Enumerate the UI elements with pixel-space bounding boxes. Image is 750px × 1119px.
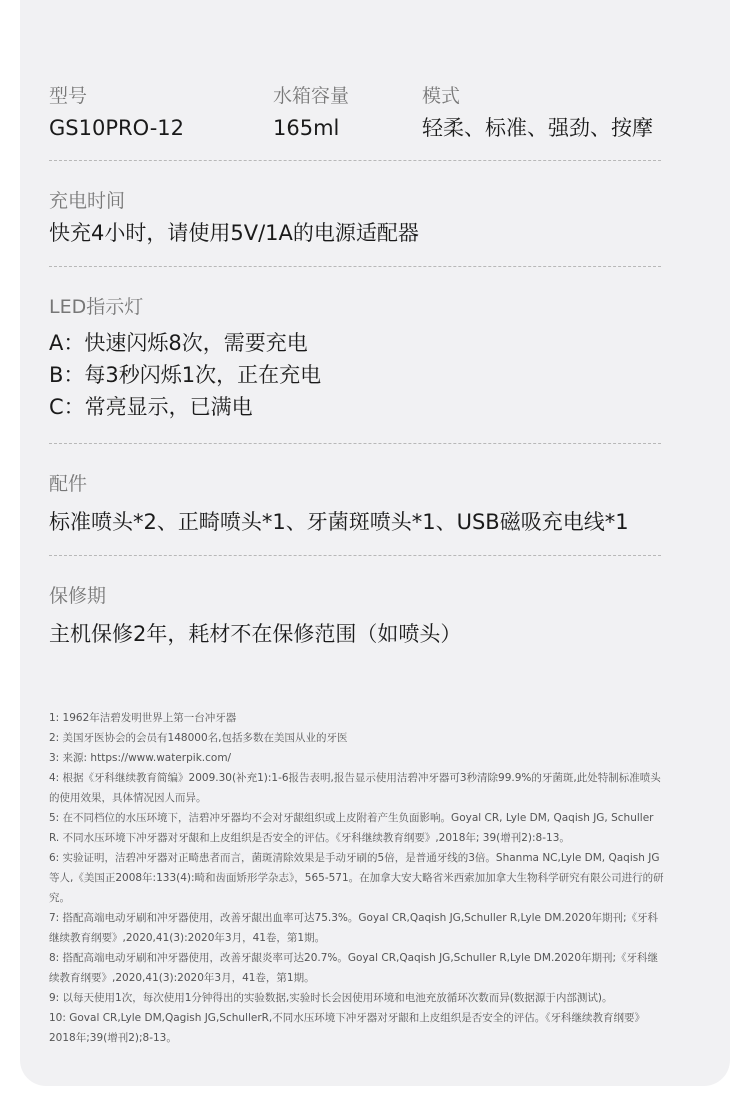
led-label: LED指示灯 xyxy=(49,296,144,318)
warranty-section xyxy=(49,556,661,650)
charge-section xyxy=(49,161,661,266)
model-label: 型号 xyxy=(49,85,88,107)
footnote-item: 8: 搭配高端电动牙刷和冲牙器使用，改善牙龈炎率可达20.7%。Goyal CR,Qaqish JG,Schuller R,Lyle DM.2020年期刊;《牙科继续教育纲要》,2020,41(3):2020年3月，41卷，第1期。 xyxy=(49,952,659,984)
footnote-item: 3: 来源: https://www.waterpik.com/ xyxy=(49,752,232,764)
mode-label: 模式 xyxy=(422,85,461,107)
warranty-label: 保修期 xyxy=(49,585,107,607)
footnote-item: 9: 以每天使用1次，每次使用1分钟得出的实验数据,实验时长会因使用环境和电池充放循环次数而异(数据源于内部测试)。 xyxy=(49,992,613,1004)
footnote-item: 7: 搭配高端电动牙刷和冲牙器使用，改善牙龈出血率可达75.3%。Goyal CR,Qaqish JG,Schuller R,Lyle DM.2020年期刊;《牙科继续教育纲要》,2020,41(3):2020年3月，41卷，第1期。 xyxy=(49,912,659,944)
model-spec xyxy=(49,82,184,144)
charge-value: 快充4小时，请使用5V/1A的电源适配器 xyxy=(49,221,419,245)
warranty-value: 主机保修2年，耗材不在保修范围（如喷头） xyxy=(49,622,462,646)
accessories-value: 标准喷头*2、正畸喷头*1、牙菌斑喷头*1、USB磁吸充电线*1 xyxy=(49,510,629,534)
footnote-item: 2: 美国牙医协会的会员有148000名,包括多数在美国从业的牙医 xyxy=(49,732,348,744)
tank-label: 水箱容量 xyxy=(273,85,350,107)
spec-row-basic xyxy=(49,82,661,160)
accessories-section xyxy=(49,444,661,555)
footnote-item: 1: 1962年洁碧发明世界上第一台冲牙器 xyxy=(49,712,237,724)
footnotes xyxy=(49,708,664,1048)
mode-spec xyxy=(422,82,653,144)
led-line-b: B：每3秒闪烁1次，正在充电 xyxy=(49,363,322,387)
charge-label: 充电时间 xyxy=(49,190,126,212)
footnote-item: 5: 在不同档位的水压环境下，洁碧冲牙器均不会对牙龈组织或上皮附着产生负面影响。Goyal CR, Lyle DM, Qaqish JG, Schuller R. 不同水压环境下冲牙器对牙龈和上皮组织是否安全的评估。《牙科继续教育纲要》,2018年; 39(增刊2):8-13。 xyxy=(49,812,654,844)
tank-value: 165ml xyxy=(273,116,340,140)
mode-value: 轻柔、标准、强劲、按摩 xyxy=(422,116,653,140)
footnote-item: 10: Goval CR,Lyle DM,Qagish JG,SchullerR,不同水压环境下冲牙器对牙龈和上皮组织是否安全的评估。《牙科继续教育纲要》2018年;39(增刊2);8-13。 xyxy=(49,1012,646,1044)
footnote-item: 4: 根据《牙科继续教育简编》2009.30(补充1):1-6报告表明,报告显示使用洁碧冲牙器可3秒清除99.9%的牙菌斑,此处特制标准喷头的使用效果，具体情况因人而异。 xyxy=(49,772,661,804)
model-value: GS10PRO-12 xyxy=(49,116,184,140)
accessories-label: 配件 xyxy=(49,473,88,495)
spec-table xyxy=(49,82,661,650)
led-line-c: C：常亮显示，已满电 xyxy=(49,395,253,419)
led-section xyxy=(49,267,661,443)
tank-spec xyxy=(273,82,349,144)
led-line-a: A：快速闪烁8次，需要充电 xyxy=(49,331,308,355)
footnote-item: 6: 实验证明，洁碧冲牙器对正畸患者而言，菌斑清除效果是手动牙刷的5倍，是普通牙线的3倍。Shanma NC,Lyle DM, Qaqish JG等人,《美国正2008年:133(4):畸和齿面矫形学杂志》，565-571。在加拿大安大略省米西索加加拿大生物科学研究有限公司进行的研究。 xyxy=(49,852,664,904)
